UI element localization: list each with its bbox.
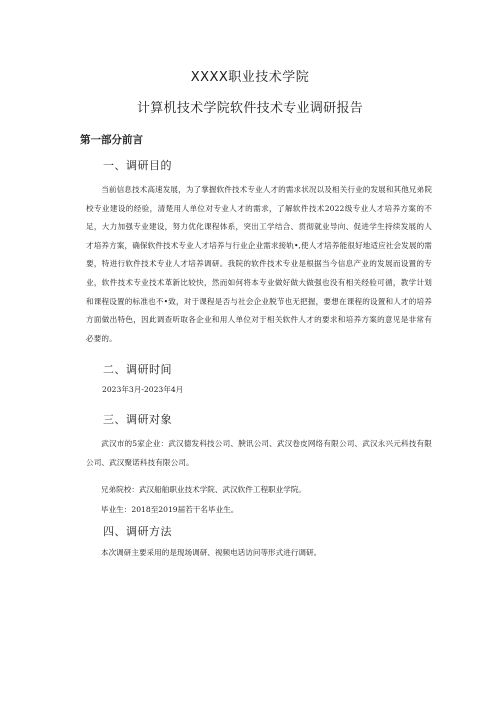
survey-period: 2023年3月-2023年4月	[102, 385, 184, 394]
section-heading-purpose: 一、调研目的	[103, 159, 172, 172]
part-heading: 第一部分前言	[80, 134, 143, 146]
subjects-schools: 兄弟院校：武汉船舶职业技术学院、武汉软件工程职业学院。	[101, 485, 307, 494]
subjects-companies: 武汉市的5家企业：武汉德发科技公司、腴讯公司、武汉卷皮网络有限公司、武汉永兴元科技有限公司、武汉聚诺科技有限公司。	[86, 439, 432, 467]
section-heading-time: 二、调研时间	[103, 363, 172, 376]
subjects-graduates: 毕业生：2018至2019届若干名毕业生。	[101, 505, 239, 514]
method-text: 本次调研主要采用的是现场调研、视频电话访问等形式进行调研。	[101, 548, 322, 557]
school-name: XXXX职业技术学院	[190, 70, 310, 85]
section-heading-subjects: 三、调研对象	[103, 413, 172, 426]
section-heading-method: 四、调研方法	[103, 525, 172, 538]
purpose-paragraph: 当前信息技术高速发展，为了掌握软件技术专业人才的需求状况以及相关行业的发展和其他兄弟院校专业建设的经验，清楚用人单位对专业人才的需求，了解软件技术2022级专业人才培养方案的不足，大力加强专业建设，努力优化课程体系，突出工学结合、贯彻就业导向、促进学生持续发展的人才培养方案，确保软件技术专业人才培养与行业企业需求接轨•,使人才培养能很好地适应社会发展的需要，特进行软件技术专业人才培养调研。我院的软件技术专业是根据当今信息产业的发展而设置的专业，软件技术专业技术革新比较快，然而如何将本专业做好做大做强也没有相关经验可循，教学计划和课程设置的标准也不•致，对于课程是否与社会企业脱节也无把握，要想在课程的设置和人才的培养方面做出特色，因此调查听取各企业和用人单位对于相关软件人才的要求和培养方案的意见是非常有必要的。	[86, 185, 433, 343]
report-title: 计算机技术学院软件技术专业调研报告	[136, 101, 364, 116]
